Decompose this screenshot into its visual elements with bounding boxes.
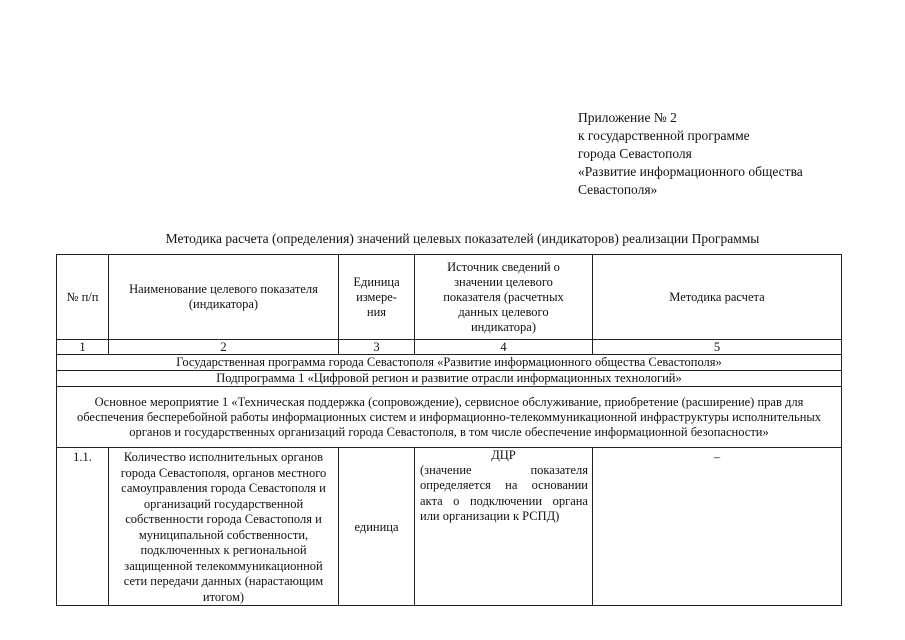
row-source-title: ДЦР [491,448,516,462]
row-unit: единица [339,448,415,606]
header-source: Источник сведений о значении целевого показателя (расчетных данных целевого индикатора) [415,255,593,340]
appendix-line: города Севастополя [578,146,692,161]
column-number: 3 [339,340,415,355]
subprogram-row [57,371,842,387]
header-num: № п/п [57,255,109,340]
measure-row [57,387,842,448]
column-number: 2 [109,340,339,355]
row-indicator-name: Количество исполнительных органов города Севастополя, органов местного самоуправления города Севастополя и организаций государственной собственности города Севастополя и муниципальной собственности, подключенных к региональной защищенной телекоммуникационной сети передачи данных (нарастающим итогом) [109,448,339,606]
header-unit: Единица измере-ния [339,255,415,340]
column-number: 4 [415,340,593,355]
appendix-line: к государственной программе [578,128,750,143]
header-name: Наименование целевого показателя (индикатора) [109,255,339,340]
table-row [57,448,842,606]
appendix-block [578,109,878,199]
appendix-line: Севастополя» [578,182,658,197]
measure-title: Основное мероприятие 1 «Техническая поддержка (сопровождение), сервисное обслуживание, приобретение (расширение) прав для обеспечения бесперебойной работы информационных систем и информационно-телекоммуникационной инфраструктуры исполнительных органов и государственных организаций города Севастополя, в том числе обеспечение информационной безопасности» [57,387,842,448]
row-method: – [593,448,842,606]
program-title: Государственная программа города Севастополя «Развитие информационного общества Севастополя» [57,355,842,371]
row-source [415,448,593,606]
table-header-row [57,255,842,340]
subprogram-title: Подпрограмма 1 «Цифровой регион и развитие отрасли информационных технологий» [57,371,842,387]
row-source-body: (значение показателя определяется на основании акта о подключении органа или организации к РСПД) [420,463,588,523]
program-row [57,355,842,371]
appendix-line: «Развитие информационного общества [578,164,803,179]
column-number: 5 [593,340,842,355]
row-num: 1.1. [57,448,109,606]
column-number: 1 [57,340,109,355]
document-title: Методика расчета (определения) значений целевых показателей (индикаторов) реализации Программы [165,231,760,246]
indicators-table [56,254,842,606]
header-method: Методика расчета [593,255,842,340]
column-numbers-row [57,340,842,355]
appendix-line: Приложение № 2 [578,110,677,125]
document-title-wrap [0,230,905,248]
